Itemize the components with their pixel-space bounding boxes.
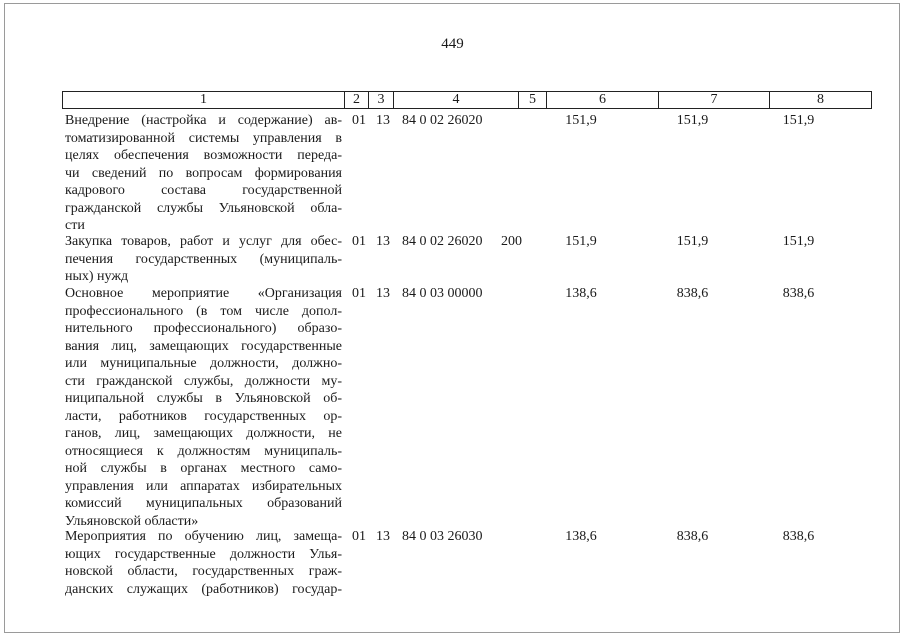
header-col-7: 7 [659,92,770,108]
header-col-4: 4 [394,92,519,108]
table-row-4-description [65,528,342,598]
row-3-col-8: 838,6 [782,286,815,301]
row-4-line: новской области, государственных граж- [65,564,342,579]
row-4-col-8: 838,6 [782,529,815,544]
row-1-line: чи сведений по вопросам формирования [65,165,342,181]
row-1-line: гражданской службы Ульяновской обла- [65,200,342,216]
row-3-line: комиссий муниципальных образований [65,496,342,511]
row-1-line: целях обеспечения возможности переда- [65,148,342,163]
row-2-col-2: 01 [352,234,366,249]
header-col-3: 3 [369,92,394,108]
row-3-col-7: 838,6 [676,286,709,301]
row-3-line: ганов, лиц, замещающих должности, не [65,426,342,441]
row-4-col-4: 84 0 03 26030 [402,529,483,544]
header-col-1: 1 [63,92,345,108]
table-row-1-description [65,112,342,235]
page-number: 449 [441,36,464,52]
row-2-col-3: 13 [376,234,390,249]
row-4-col-3: 13 [376,529,390,544]
row-3-line: Ульяновской области» [65,513,199,529]
row-3-line: ной службы в органах местного само- [65,461,342,476]
row-3-line: относящиеся к должностям муниципаль- [65,443,342,459]
row-1-col-7: 151,9 [676,113,709,128]
row-4-line: Мероприятия по обучению лиц, замеща- [65,529,342,544]
header-col-8: 8 [817,92,824,107]
row-3-line: или муниципальные должности, должно- [65,356,342,371]
row-1-line: томатизированной системы управления в [65,130,342,146]
header-col-2: 2 [345,92,369,108]
row-1-line: Внедрение (настройка и содержание) ав- [65,113,342,128]
table-row-2-description [65,233,342,286]
row-4-col-6: 138,6 [565,529,597,544]
row-3-line: Основное мероприятие «Организация [65,286,342,301]
row-1-line: кадрового состава государственной [65,183,342,198]
row-2-col-6: 151,9 [565,234,597,249]
header-col-5: 5 [519,92,547,108]
row-3-line: ниципальной службы в Ульяновской об- [65,391,342,406]
row-3-line: нительного профессионального) образо- [65,321,342,336]
row-3-col-6: 138,6 [565,286,597,301]
row-1-line: сти [65,218,85,233]
row-4-line: ющих государственные должности Улья- [65,546,342,562]
row-1-col-8: 151,9 [782,113,815,128]
row-2-line: печения государственных (муниципаль- [65,251,342,267]
row-3-col-3: 13 [376,286,390,301]
row-1-col-4: 84 0 02 26020 [402,113,483,128]
row-3-line: ласти, работников государственных ор- [65,408,342,424]
row-4-col-2: 01 [352,529,366,544]
row-2-col-5: 200 [501,234,522,249]
row-2-col-7: 151,9 [676,234,709,249]
header-col-6: 6 [547,92,659,108]
row-4-col-7: 838,6 [676,529,709,544]
row-2-line: ных) нужд [65,269,129,284]
table-header [62,91,872,109]
row-1-col-3: 13 [376,113,390,128]
row-2-col-4: 84 0 02 26020 [402,234,483,249]
row-1-col-2: 01 [352,113,366,128]
row-3-line: сти гражданской службы, должности му- [65,373,342,389]
row-3-col-2: 01 [352,286,366,301]
row-2-col-8: 151,9 [782,234,815,249]
row-3-line: вания лиц, замещающих государственные [65,338,342,354]
row-3-line: профессионального (в том числе допол- [65,303,342,319]
table-row-3-description [65,285,342,530]
row-4-line: данских служащих (работников) государ- [65,581,342,597]
row-2-line: Закупка товаров, работ и услуг для обес- [65,234,342,249]
row-3-col-4: 84 0 03 00000 [402,286,483,301]
row-1-col-6: 151,9 [565,113,597,128]
row-3-line: управления или аппаратах избирательных [65,478,342,494]
